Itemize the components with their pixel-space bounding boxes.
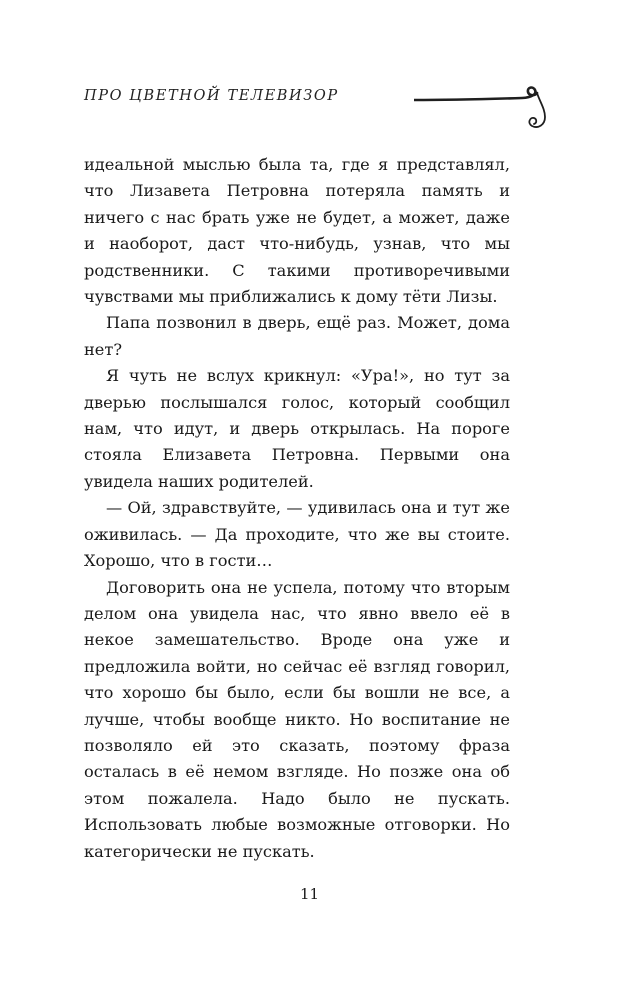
paragraph: Я чуть не вслух крикнул: «Ура!», но тут за дверью послышался голос, который сообщил нам, что идут, и дверь открылась. На пороге стояла Елизавета Петровна. Первыми она увидела наших родителей. <box>84 366 510 491</box>
running-title: ПРО ЦВЕТНОЙ ТЕЛЕВИЗОР <box>84 88 339 104</box>
body-text <box>84 152 510 865</box>
paragraph: Папа позвонил в дверь, ещё раз. Может, дома нет? <box>84 313 510 359</box>
running-header <box>84 82 556 132</box>
swirl-flourish-icon <box>414 82 556 132</box>
paragraph: — Ой, здравствуйте, — удивилась она и тут же оживилась. — Да проходите, что же вы стоите. Хорошо, что в гости… <box>84 498 510 571</box>
page-number: 11 <box>299 885 320 903</box>
paragraph: Договорить она не успела, потому что вторым делом она увидела нас, что явно ввело её в некое замешательство. Вроде она уже и предложила войти, но сейчас её взгляд говорил, что хорошо бы было, если бы вошли не все, а лучше, чтобы вообще никто. Но воспитание не позволяло ей это сказать, поэтому фраза осталась в её немом взгляде. Но позже она об этом пожалела. Надо было не пускать. Использовать любые возможные отговорки. Но категорически не пускать. <box>84 577 510 861</box>
paragraph: идеальной мыслью была та, где я представлял, что Лизавета Петровна потеряла память и ничего с нас брать уже не будет, а может, даже и наоборот, даст что-нибудь, узнав, что мы родственники. С такими противоречивыми чувствами мы приближались к дому тёти Лизы. <box>84 155 510 307</box>
